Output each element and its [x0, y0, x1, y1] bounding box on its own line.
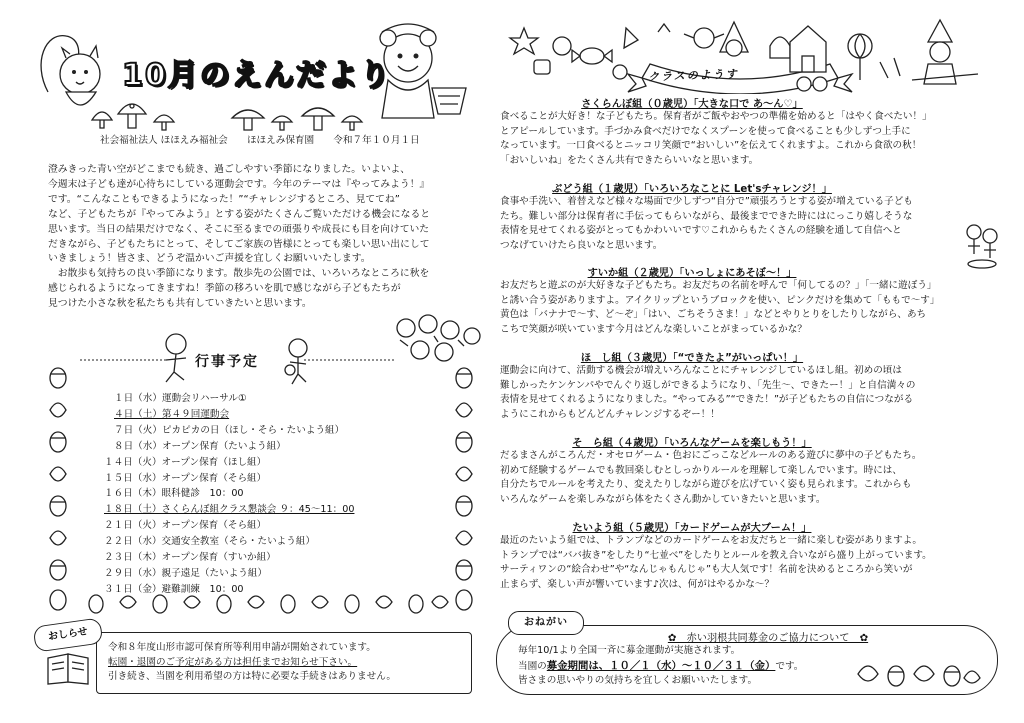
request-text [518, 644, 803, 689]
intro-line: 見つけた小さな秋を私たちも共有していきたいと思います。 [48, 298, 312, 310]
class-heading: ぶどう組（１歳児）「いろいろなことに Let'sチャレンジ！」 [552, 184, 832, 195]
event-item: １６日（木）眼科健診 10：00 [104, 488, 244, 500]
notice-line: 令和８年度山形市認可保育所等利用申請が開始されています。 [108, 642, 376, 653]
event-item: ７日（火）ピカピカの日（ほし・そら・たいよう組） [114, 424, 345, 436]
request-line [518, 659, 803, 675]
class-line: なっています。一口食べるとニッコリ笑顔で“おいしい”を伝えてくれますよ。これから食欲の秋！ [500, 140, 922, 152]
event-item: ２１日（火）オープン保育（そら組） [104, 520, 267, 532]
bear-with-basket-icon [380, 24, 466, 118]
class-section-hoshi [500, 349, 990, 422]
intro-line: だきながら、子どもたちにとって、そしてご家族の皆様にとっても楽しい思い出にして [48, 238, 430, 250]
lollipop-icon [848, 34, 900, 80]
event-item: １日（水）運動会リハーサル① [114, 393, 247, 404]
intro-line: など、子どもたちが『やってみよう』とする姿がたくさんご覧いただける機会になると [48, 208, 431, 220]
class-line: と誘い合う姿がありますよ。アイクリップというブロックを使い、ピンクだけを集めて「ももで～す」 [500, 294, 940, 306]
request-line-post: です。 [775, 660, 804, 672]
class-section-taiyou [500, 519, 990, 592]
events-list [92, 391, 432, 598]
class-line: たち。難しい部分は保育者に手伝ってもらいながら、最後までできた時にはにっこり嬉しそうな [500, 210, 913, 222]
class-line: 運動会に向けて、活動する機会が増えいろんなことにチャレンジしているほし組。初めの頃は [500, 365, 902, 376]
events-heading: 行事予定 [195, 354, 259, 370]
book-icon [44, 648, 92, 688]
intro-line: です。“こんなこともできるようになった！”“チャレンジするところ、見ててね” [48, 193, 400, 205]
class-line: トランプでは“ババ抜き”をしたり“七並べ”をしたりとルールを教え合いながら盛り上がっています。 [500, 549, 932, 561]
witch-icon [912, 20, 978, 84]
class-line: ようにこれからもどんどんチャレンジするぞー！！ [500, 408, 720, 420]
class-line: 食事や手洗い、着替えなど様々な場面で少しずつ“自分で”頑張ろうとする姿が増えている子ども [500, 196, 913, 207]
class-line: 「おいしいね」をたくさん共有できたらいいなと思います。 [500, 154, 759, 166]
event-item: １８日（土）さくらんぼ組クラス懇談会 ９：45～11：00 [104, 504, 355, 516]
request-line-pre: 当園の [518, 660, 547, 672]
event-item: ３１日（金）避難訓練 10：00 [104, 583, 244, 595]
class-heading: ほ し組（３歳児）「“できたよ”がいっぱい！」 [580, 353, 804, 364]
request-heading: ✿ 赤い羽根共同募金のご協力について ✿ [667, 633, 869, 644]
event-item: ２２日（水）交通安全教室（そら・たいよう組） [104, 536, 316, 548]
class-heading: たいよう組（５歳児）「カードゲームが大ブーム！」 [572, 523, 812, 534]
class-line: つなげていけたら良いなと思います。 [500, 239, 663, 251]
class-line: だるまさんがころんだ・オセロゲーム・色おにごっこなどルールのある遊びに夢中の子どもたち。 [500, 450, 922, 461]
notice-line: 転園・退園のご予定がある方は担任までお知らせ下さい。 [108, 656, 358, 668]
children-group-icon [397, 315, 480, 361]
class-heading: さくらんぼ組（０歳児）「大きな口で あ～ん♡」 [581, 99, 803, 110]
notice-badge: おしらせ [33, 617, 104, 652]
class-line: 初めて経験するゲームでも教回楽しむとしっかりルールを理解して楽しんでいます。時には、 [500, 464, 902, 476]
org-date-line: 社会福祉法人 ほほえみ福祉会 ほほえみ保育園 令和７年１０月１日 [100, 135, 420, 146]
class-line: サーティワンの“絵合わせ”や“なんじゃもんじゃ”も大人気です！名前を決めるところから笑いが [500, 564, 913, 576]
event-item: ４日（土）第４９回運動会 [114, 408, 230, 420]
intro-line: 今週末は子ども達が心待ちにしている運動会です。今年のテーマは『やってみよう！』 [48, 178, 430, 190]
class-section-suika [500, 264, 990, 337]
notice-line: 引き続き、当園を利用希望の方は特に必要な手続きはありません。 [108, 671, 397, 683]
intro-line: 思います。当日の結果だけでなく、そこに至るまでの頑張りや成長にも目を向けていた [48, 223, 430, 235]
class-line: 表情を見せてくれる姿がとってもかわいいです♡これからもたくさんの経験を通して自信へと [500, 225, 902, 237]
class-heading: そ ら組（４歳児）「いろんなゲームを楽しもう！」 [572, 438, 812, 449]
class-line: とアピールしています。手づかみ食べだけでなくスプーンを使って食べることも少しずつ上手に [500, 125, 911, 137]
event-item: ８日（水）オープン保育（たいよう組） [114, 440, 286, 452]
class-heading: すいか組（２歳児）「いっしょにあそぼ～！」 [587, 268, 797, 279]
class-line: 自分たちでルールを考えたり、変えたりしながら遊びを広げていく姿も見られます。これからも [500, 479, 912, 491]
children-playing-icon [962, 222, 1002, 270]
intro-paragraph [48, 163, 488, 312]
newsletter-title: 10月のえんだより [122, 58, 392, 93]
event-item: １５日（水）オープン保育（そら組） [104, 472, 267, 484]
class-line: お友だちと遊ぶのが大好きな子どもたち。お友だちの名前を呼んで「何してるの？」「一緒に遊ぼう」 [500, 280, 937, 291]
class-line: いろんなゲームを楽しみながら体をたくさん動かしていきたいと思います。 [500, 493, 826, 505]
event-item: ２３日（木）オープン保育（すいか組） [104, 552, 276, 564]
class-section-sora [500, 434, 990, 507]
request-badge: おねがい [508, 611, 584, 635]
class-line: 止まらず、楽しい声が響いています♪次は、何がはやるかな～？ [500, 578, 774, 590]
event-item: ２９日（水）親子遠足（たいよう組） [104, 567, 268, 579]
class-banner-title: クラスのようす [647, 67, 739, 84]
class-banner-illustration [508, 18, 990, 94]
class-line: 黄色は「バナナで～す、ど～ぞ」「はい、ごちそうさま！」などとやりとりをしたりしながら、あち [500, 309, 927, 321]
fundraising-period: 募金期間は、１０／１（水）～１０／３１（金） [546, 659, 776, 672]
class-line: 食べることが大好き！な子どもたち。保育者がご飯やおやつの準備を始めると「はやく食べたい！」 [500, 111, 932, 122]
leaves-acorns-icon [852, 656, 982, 690]
class-section-budou [500, 180, 990, 253]
intro-line: 感じられるようになってきますね！季節の移ろいを肌で感じながら子どもたちが [48, 283, 401, 295]
intro-line: いきましょう！皆さま、どうぞ温かいご声援を宜しくお願いいたします。 [48, 253, 371, 265]
intro-line: 澄みきった青い空がどこまでも続き、過ごしやすい季節になりました。いよいよ、 [48, 164, 411, 175]
class-line: 難しかったケンケンパやでんぐり返しができるようになり、「先生～、できたー！」と自信満々の [500, 379, 916, 391]
notice-text [108, 641, 396, 685]
request-line: 皆さまの思いやりの気持ちを宜しくお願いいたします。 [518, 675, 758, 687]
intro-line: お散歩も気持ちの良い季節になります。散歩先の公園では、いろいろなところに秋を [48, 268, 430, 280]
squirrel-icon [41, 36, 100, 105]
class-line: 最近のたいよう組では、トランプなどのカードゲームをお友だちと一緒に楽しむ姿がありますよ。 [500, 535, 922, 546]
mushroom-row-icon [92, 104, 362, 130]
class-line: 表情を見せてくれるようになりました。“やってみる”“できた！”が子どもたちの自信につながる [500, 394, 914, 406]
class-line: こちで笑顔が咲いています今月はどんな楽しいことがまっているかな？ [500, 323, 807, 335]
request-line: 毎年10/1より全国一斉に募金運動が実施されます。 [518, 645, 741, 656]
sweets-icon [510, 28, 638, 79]
class-section-sakuranbo [500, 95, 990, 168]
event-item: １４日（火）オープン保育（ほし組） [104, 456, 267, 468]
